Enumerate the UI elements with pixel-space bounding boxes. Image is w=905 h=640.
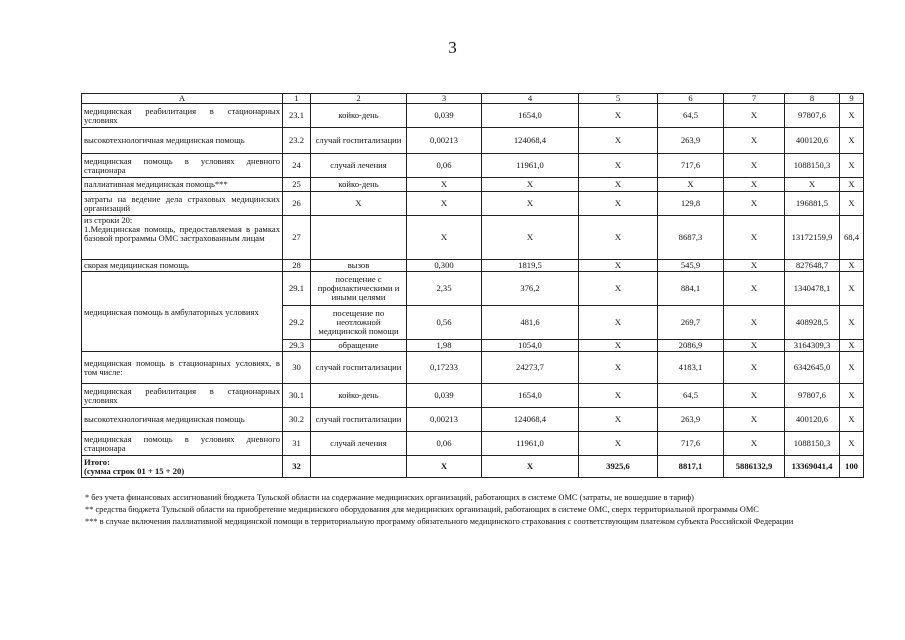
row-name — [82, 216, 283, 260]
value-cell: 1088150,3 — [785, 154, 840, 178]
value-cell: X — [840, 272, 864, 306]
value-cell: X — [579, 178, 658, 192]
row-name: медицинская помощь в амбулаторных условиях — [82, 272, 283, 352]
value-cell: 100 — [840, 456, 864, 478]
value-cell: X — [724, 104, 785, 128]
value-cell: X — [579, 216, 658, 260]
value-cell: 124068,4 — [482, 408, 579, 432]
value-cell: 13369041,4 — [785, 456, 840, 478]
header-cell: А — [82, 94, 283, 104]
value-cell: X — [840, 408, 864, 432]
value-cell: 1340478,1 — [785, 272, 840, 306]
value-cell: X — [407, 178, 482, 192]
table-row — [82, 216, 864, 260]
row-name: скорая медицинская помощь — [82, 260, 283, 272]
value-cell: 263,9 — [658, 408, 724, 432]
unit-cell: X — [311, 192, 407, 216]
value-cell: X — [724, 340, 785, 352]
header-cell: 3 — [407, 94, 482, 104]
footnote: * без учета финансовых ассигнований бюджета Тульской области на содержание медицинских организаций, работающих в системе ОМС (затраты, не вошедшие в тариф) — [85, 493, 694, 502]
footnotes — [85, 493, 865, 529]
header-cell: 2 — [311, 94, 407, 104]
header-cell: 7 — [724, 94, 785, 104]
table-row — [82, 192, 864, 216]
value-cell: X — [579, 352, 658, 384]
value-cell: 717,6 — [658, 432, 724, 456]
unit-cell: случай госпитализации — [311, 408, 407, 432]
value-cell: 6342645,0 — [785, 352, 840, 384]
value-cell: X — [840, 340, 864, 352]
value-cell: 1654,0 — [482, 104, 579, 128]
row-name: медицинская реабилитация в стационарных условиях — [82, 384, 283, 408]
unit-cell: койко-день — [311, 178, 407, 192]
value-cell: X — [724, 128, 785, 154]
header-cell: 4 — [482, 94, 579, 104]
value-cell: 8687,3 — [658, 216, 724, 260]
row-name: затраты на ведение дела страховых медицинских организаций — [82, 192, 283, 216]
value-cell: 0,06 — [407, 432, 482, 456]
row-number: 29.2 — [283, 306, 311, 340]
value-cell: 3925,6 — [579, 456, 658, 478]
value-cell: X — [840, 178, 864, 192]
value-cell: 64,5 — [658, 384, 724, 408]
value-cell: X — [840, 154, 864, 178]
unit-cell: случай лечения — [311, 432, 407, 456]
row-number: 26 — [283, 192, 311, 216]
header-cell: 6 — [658, 94, 724, 104]
row-number: 29.3 — [283, 340, 311, 352]
value-cell: X — [579, 192, 658, 216]
value-cell: X — [724, 192, 785, 216]
row-number: 30.1 — [283, 384, 311, 408]
row-number: 24 — [283, 154, 311, 178]
value-cell: 263,9 — [658, 128, 724, 154]
unit-cell: посещение по неотложной медицинской помощи — [311, 306, 407, 340]
value-cell: 481,6 — [482, 306, 579, 340]
row-number: 23.1 — [283, 104, 311, 128]
footnote: *** в случае включения паллиативной медицинской помощи в территориальную программу обязательного медицинского страхования с соответствующим платежом субъекта Российской Федерации — [85, 516, 794, 526]
row-name: медицинская помощь в условиях дневного стационара — [82, 154, 283, 178]
row-name — [82, 456, 283, 478]
value-cell: X — [785, 178, 840, 192]
value-cell: 0,06 — [407, 154, 482, 178]
unit-cell — [311, 456, 407, 478]
value-cell: 129,8 — [658, 192, 724, 216]
value-cell: 376,2 — [482, 272, 579, 306]
table-row — [82, 384, 864, 408]
value-cell: X — [579, 340, 658, 352]
table-row — [82, 178, 864, 192]
value-cell: X — [724, 352, 785, 384]
row-name-line: Итого: — [84, 456, 110, 467]
value-cell: X — [840, 128, 864, 154]
table-row — [82, 352, 864, 384]
value-cell: 11961,0 — [482, 154, 579, 178]
table-row — [82, 260, 864, 272]
unit-cell: обращение — [311, 340, 407, 352]
value-cell: 3164309,3 — [785, 340, 840, 352]
value-cell: 1054,0 — [482, 340, 579, 352]
value-cell: X — [724, 272, 785, 306]
value-cell: X — [840, 260, 864, 272]
value-cell: 269,7 — [658, 306, 724, 340]
financing-table — [81, 93, 864, 478]
value-cell: X — [724, 154, 785, 178]
value-cell: 884,1 — [658, 272, 724, 306]
header-cell: 5 — [579, 94, 658, 104]
header-cell: 1 — [283, 94, 311, 104]
total-row — [82, 456, 864, 478]
table-row — [82, 272, 864, 306]
value-cell: 5886132,9 — [724, 456, 785, 478]
value-cell: X — [482, 192, 579, 216]
value-cell: X — [407, 456, 482, 478]
value-cell: 1654,0 — [482, 384, 579, 408]
value-cell: X — [482, 178, 579, 192]
value-cell: 13172159,9 — [785, 216, 840, 260]
table-row — [82, 432, 864, 456]
header-cell: 8 — [785, 94, 840, 104]
unit-cell: койко-день — [311, 384, 407, 408]
value-cell: X — [579, 272, 658, 306]
row-number: 32 — [283, 456, 311, 478]
value-cell: 0,00213 — [407, 128, 482, 154]
page-number: 3 — [448, 38, 457, 57]
footnote: ** средства бюджета Тульской области на приобретение медицинского оборудования для медицинских организаций, работающих в системе ОМС, сверх территориальной программы ОМС — [85, 504, 759, 514]
row-name: медицинская реабилитация в стационарных условиях — [82, 104, 283, 128]
value-cell: X — [724, 260, 785, 272]
value-cell: 400120,6 — [785, 408, 840, 432]
table-row — [82, 104, 864, 128]
value-cell: 2086,9 — [658, 340, 724, 352]
value-cell: X — [840, 352, 864, 384]
unit-cell: случай госпитализации — [311, 128, 407, 154]
row-number: 30.2 — [283, 408, 311, 432]
value-cell: 717,6 — [658, 154, 724, 178]
row-name: высокотехнологичная медицинская помощь — [82, 128, 283, 154]
value-cell: 2,35 — [407, 272, 482, 306]
value-cell: X — [579, 104, 658, 128]
value-cell: X — [407, 216, 482, 260]
value-cell: X — [840, 432, 864, 456]
row-name-line: из строки 20: — [84, 215, 133, 226]
value-cell: X — [724, 306, 785, 340]
unit-cell — [311, 216, 407, 260]
table-row — [82, 154, 864, 178]
row-number: 28 — [283, 260, 311, 272]
value-cell: X — [579, 128, 658, 154]
value-cell: 0,56 — [407, 306, 482, 340]
value-cell: 97807,6 — [785, 384, 840, 408]
value-cell: 400120,6 — [785, 128, 840, 154]
value-cell: X — [724, 384, 785, 408]
value-cell: X — [482, 456, 579, 478]
value-cell: 0,00213 — [407, 408, 482, 432]
value-cell: 545,9 — [658, 260, 724, 272]
value-cell: X — [579, 432, 658, 456]
value-cell: X — [840, 384, 864, 408]
value-cell: 0,17233 — [407, 352, 482, 384]
row-name: медицинская помощь в условиях дневного стационара — [82, 432, 283, 456]
value-cell: 97807,6 — [785, 104, 840, 128]
value-cell: 1819,5 — [482, 260, 579, 272]
value-cell: X — [840, 104, 864, 128]
row-number: 30 — [283, 352, 311, 384]
value-cell: 24273,7 — [482, 352, 579, 384]
value-cell: 68,4 — [840, 216, 864, 260]
row-number: 25 — [283, 178, 311, 192]
value-cell: 8817,1 — [658, 456, 724, 478]
unit-cell: вызов — [311, 260, 407, 272]
value-cell: 0,039 — [407, 384, 482, 408]
value-cell: X — [658, 178, 724, 192]
value-cell: X — [724, 216, 785, 260]
unit-cell: случай лечения — [311, 154, 407, 178]
value-cell: 1088150,3 — [785, 432, 840, 456]
value-cell: 0,300 — [407, 260, 482, 272]
value-cell: 124068,4 — [482, 128, 579, 154]
value-cell: 0,039 — [407, 104, 482, 128]
unit-cell: койко-день — [311, 104, 407, 128]
header-cell: 9 — [840, 94, 864, 104]
value-cell: X — [840, 306, 864, 340]
row-name-line: (сумма строк 01 + 15 + 20) — [84, 465, 185, 476]
value-cell: X — [724, 432, 785, 456]
value-cell: X — [579, 154, 658, 178]
row-name: паллиативная медицинская помощь*** — [82, 178, 283, 192]
unit-cell: посещение с профилактическими и иными целями — [311, 272, 407, 306]
value-cell: 408928,5 — [785, 306, 840, 340]
row-number: 29.1 — [283, 272, 311, 306]
row-name-line: 1.Медицинская помощь, предоставляемая в рамках базовой программы ОМС застрахованным лицам — [84, 224, 280, 244]
value-cell: X — [724, 408, 785, 432]
table-row — [82, 408, 864, 432]
value-cell: X — [579, 408, 658, 432]
value-cell: 11961,0 — [482, 432, 579, 456]
row-number: 23.2 — [283, 128, 311, 154]
value-cell: 1,98 — [407, 340, 482, 352]
value-cell: 64,5 — [658, 104, 724, 128]
value-cell: X — [579, 384, 658, 408]
value-cell: X — [482, 216, 579, 260]
row-name: высокотехнологичная медицинская помощь — [82, 408, 283, 432]
value-cell: X — [724, 178, 785, 192]
value-cell: X — [840, 192, 864, 216]
value-cell: 4183,1 — [658, 352, 724, 384]
value-cell: 196881,5 — [785, 192, 840, 216]
row-number: 31 — [283, 432, 311, 456]
unit-cell: случай госпитализации — [311, 352, 407, 384]
column-number-row — [82, 94, 864, 104]
row-name: медицинская помощь в стационарных условиях, в том числе: — [82, 352, 283, 384]
table-row — [82, 128, 864, 154]
value-cell: X — [407, 192, 482, 216]
row-number: 27 — [283, 216, 311, 260]
value-cell: X — [579, 260, 658, 272]
value-cell: 827648,7 — [785, 260, 840, 272]
value-cell: X — [579, 306, 658, 340]
